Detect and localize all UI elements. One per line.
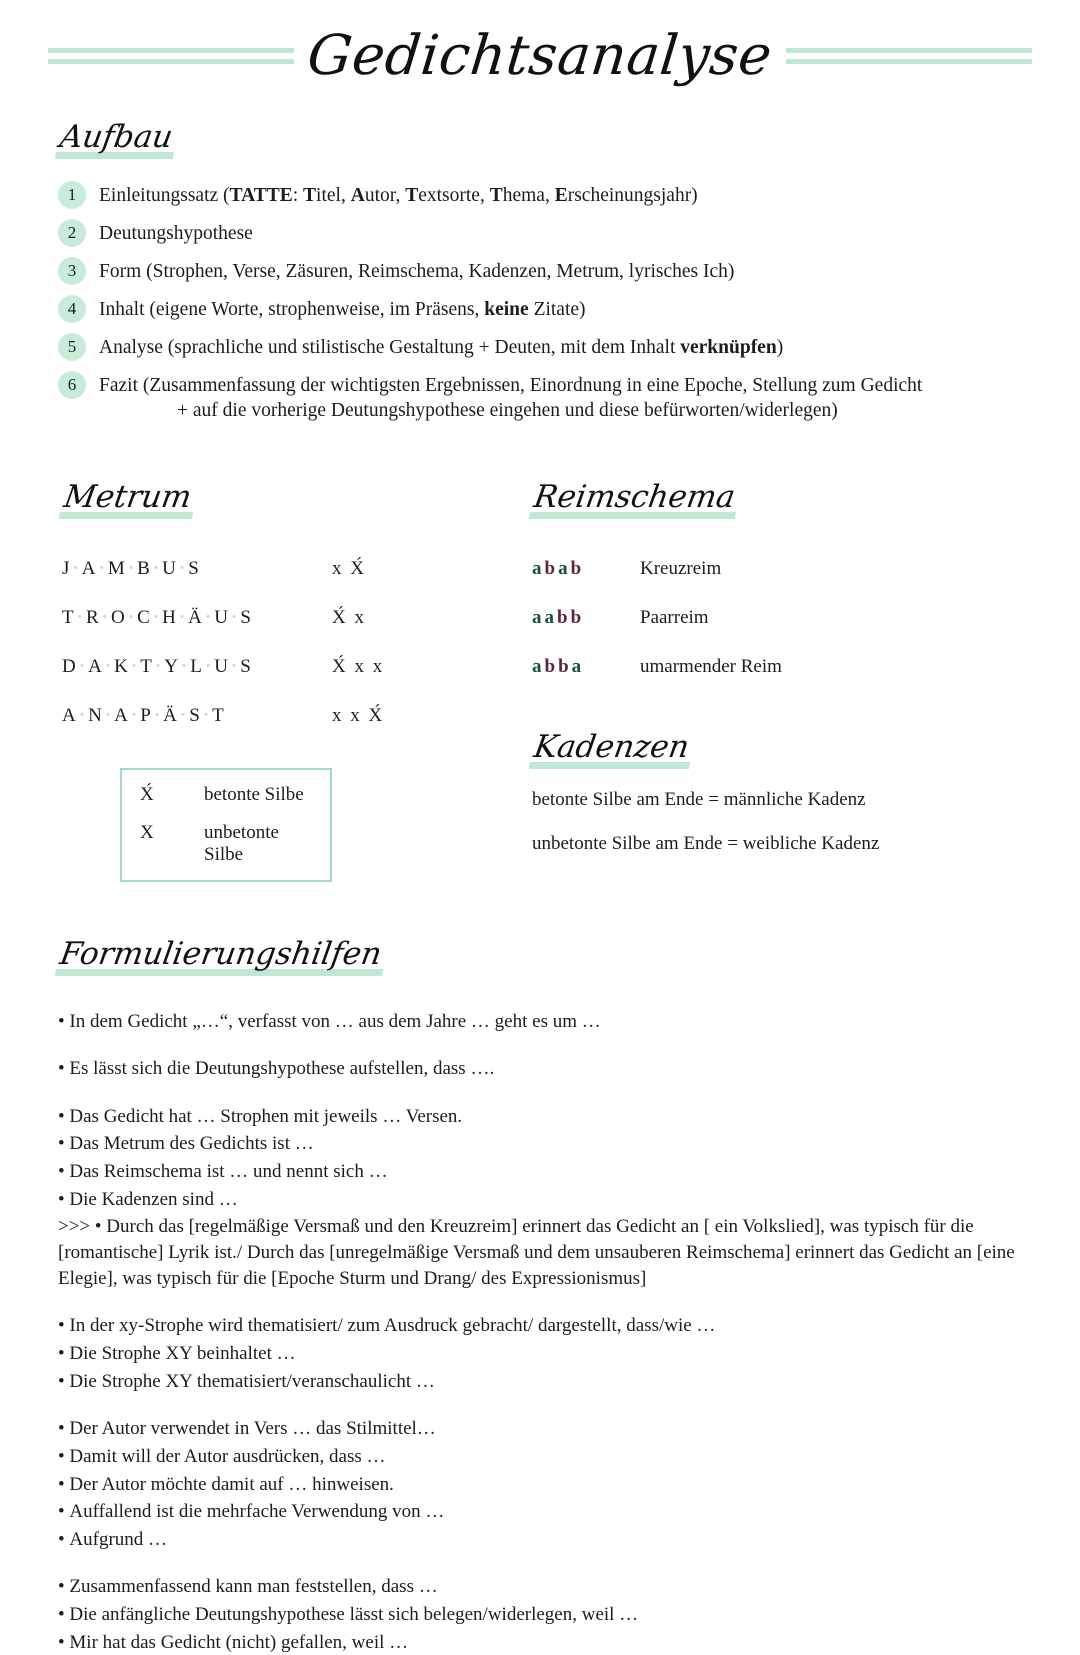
formulierungshilfen-group bbox=[58, 1574, 1080, 1655]
formulierungshilfen-group bbox=[58, 1056, 1080, 1082]
formulierungshilfen-groups bbox=[58, 1009, 1080, 1655]
formulierungshilfen-bullet: • In dem Gedicht „…“, verfasst von … aus dem Jahre … geht es um … bbox=[58, 1009, 1062, 1035]
metrum-legend-box bbox=[120, 768, 332, 882]
metrum-name-letter: A bbox=[81, 558, 96, 579]
metrum-name-letter: Ä bbox=[188, 607, 202, 628]
formulierungshilfen-bullet: • Das Gedicht hat … Strophen mit jeweils … Versen. bbox=[58, 1104, 1062, 1130]
aufbau-item bbox=[58, 184, 1080, 209]
metrum-separator-dot: · bbox=[153, 705, 161, 726]
aufbau-item-text bbox=[99, 184, 698, 209]
metrum-separator-dot: · bbox=[104, 656, 112, 677]
formulierungshilfen-group bbox=[58, 1104, 1080, 1291]
metrum-row bbox=[62, 607, 384, 656]
reimschema-code-letter: a bbox=[532, 558, 545, 579]
metrum-name-letter: S bbox=[240, 607, 251, 628]
aufbau-number-badge: 1 bbox=[58, 181, 86, 209]
metrum-column bbox=[62, 481, 532, 882]
aufbau-text-fragment: Deutungshypothese bbox=[99, 222, 253, 244]
metrum-row bbox=[62, 558, 384, 607]
metrum-legend-symbol: X́ bbox=[140, 784, 154, 805]
reimschema-label: umarmender Reim bbox=[640, 656, 782, 677]
metrum-name-letter: B bbox=[137, 558, 150, 579]
reimschema-code-letter: a bbox=[532, 607, 545, 628]
metrum-name-letter: A bbox=[62, 705, 76, 726]
formulierungshilfen-bullet: • Das Metrum des Gedichts ist … bbox=[58, 1131, 1062, 1157]
metrum-name bbox=[62, 705, 332, 754]
metrum-reim-columns bbox=[0, 481, 1080, 882]
aufbau-text-fragment: ) bbox=[776, 336, 784, 358]
aufbau-bold-fragment: keine bbox=[484, 298, 529, 320]
formulierungshilfen-bullet: • Der Autor möchte damit auf … hinweisen. bbox=[58, 1472, 1062, 1498]
metrum-name-letter: A bbox=[88, 656, 102, 677]
metrum-name-letter: Ä bbox=[163, 705, 177, 726]
metrum-separator-dot: · bbox=[78, 705, 86, 726]
aufbau-bold-fragment: verknüpfen bbox=[680, 336, 777, 358]
aufbau-item bbox=[58, 260, 1080, 285]
aufbau-text-fragment: Einleitungssatz ( bbox=[99, 184, 230, 206]
metrum-separator-dot: · bbox=[202, 705, 210, 726]
metrum-name-letter: K bbox=[114, 656, 128, 677]
formulierungshilfen-heading: Formulierungshilfen bbox=[55, 938, 388, 975]
metrum-separator-dot: · bbox=[154, 656, 162, 677]
aufbau-number-badge: 4 bbox=[58, 295, 86, 323]
aufbau-item-text bbox=[99, 260, 734, 285]
formulierungshilfen-heading-wrap bbox=[58, 938, 1080, 975]
formulierungshilfen-bullet: • Das Reimschema ist … und nennt sich … bbox=[58, 1159, 1062, 1185]
metrum-pattern: x X́ bbox=[332, 558, 366, 579]
metrum-name-letter: T bbox=[62, 607, 74, 628]
metrum-name-letter: T bbox=[212, 705, 224, 726]
aufbau-list bbox=[58, 184, 1080, 424]
metrum-separator-dot: · bbox=[204, 656, 212, 677]
aufbau-number-badge: 5 bbox=[58, 333, 86, 361]
aufbau-text-fragment: Form (Strophen, Verse, Zäsuren, Reimschema, Kadenzen, Metrum, lyrisches Ich) bbox=[99, 260, 735, 282]
metrum-separator-dot: · bbox=[104, 705, 112, 726]
metrum-name bbox=[62, 656, 332, 705]
aufbau-text-fragment: Fazit (Zusammenfassung der wichtigsten Ergebnissen, Einordnung in eine Epoche, Stellung zum Gedicht bbox=[99, 374, 923, 396]
metrum-heading: Metrum bbox=[59, 481, 198, 518]
metrum-legend-label: betonte Silbe bbox=[204, 784, 304, 805]
metrum-separator-dot: · bbox=[179, 705, 187, 726]
aufbau-text-fragment: extsorte, bbox=[418, 184, 490, 206]
aufbau-heading-wrap bbox=[58, 121, 1080, 158]
kadenzen-section bbox=[532, 731, 1032, 857]
kadenzen-line: unbetonte Silbe am Ende = weibliche Kadenz bbox=[532, 833, 880, 855]
aufbau-text-fragment: : bbox=[292, 184, 304, 206]
reimschema-code-letter: b bbox=[544, 558, 559, 579]
metrum-separator-dot: · bbox=[130, 656, 138, 677]
metrum-name-letter: P bbox=[140, 705, 151, 726]
reimschema-row bbox=[532, 656, 782, 705]
metrum-name-letter: Y bbox=[164, 656, 178, 677]
aufbau-number-badge: 6 bbox=[58, 371, 86, 399]
metrum-name-letter: H bbox=[162, 607, 176, 628]
aufbau-item bbox=[58, 222, 1080, 247]
aufbau-heading: Aufbau bbox=[55, 121, 179, 158]
metrum-separator-dot: · bbox=[178, 607, 186, 628]
metrum-legend-row bbox=[140, 822, 314, 866]
formulierungshilfen-section bbox=[58, 938, 1080, 1655]
formulierungshilfen-bullet: • Die Kadenzen sind … bbox=[58, 1187, 1062, 1213]
kadenzen-heading-wrap bbox=[532, 731, 1032, 768]
reimschema-code bbox=[532, 656, 640, 705]
metrum-legend-label: unbetonte Silbe bbox=[204, 822, 279, 865]
metrum-row bbox=[62, 656, 384, 705]
aufbau-text-fragment: Analyse (sprachliche und stilistische Gestaltung + Deuten, mit dem Inhalt bbox=[99, 336, 681, 358]
aufbau-bold-fragment: T bbox=[303, 184, 317, 206]
metrum-pattern: x x X́ bbox=[332, 705, 385, 726]
aufbau-bold-fragment: TATTE bbox=[229, 184, 293, 206]
metrum-name bbox=[62, 558, 332, 607]
metrum-section bbox=[62, 481, 532, 882]
formulierungshilfen-bullet: • Damit will der Autor ausdrücken, dass … bbox=[58, 1444, 1062, 1470]
aufbau-number-badge: 2 bbox=[58, 219, 86, 247]
reimschema-section bbox=[532, 481, 1032, 705]
page-title: Gedichtsanalyse bbox=[304, 23, 776, 87]
metrum-separator-dot: · bbox=[78, 656, 86, 677]
aufbau-item bbox=[58, 336, 1080, 361]
aufbau-item-text bbox=[99, 222, 253, 247]
formulierungshilfen-group bbox=[58, 1416, 1080, 1552]
metrum-separator-dot: · bbox=[152, 558, 160, 579]
reimschema-code-letter: b bbox=[557, 607, 571, 628]
metrum-name-letter: M bbox=[107, 558, 125, 579]
aufbau-section bbox=[58, 121, 1080, 423]
reimschema-code-letter: b bbox=[558, 656, 572, 677]
aufbau-text-fragment: hema, bbox=[502, 184, 555, 206]
kadenzen-lines bbox=[532, 788, 1032, 857]
metrum-name-letter: D bbox=[62, 656, 76, 677]
formulierungshilfen-group bbox=[58, 1009, 1080, 1035]
formulierungshilfen-bullet: • Die Strophe XY beinhaltet … bbox=[58, 1341, 1062, 1367]
metrum-name-letter: C bbox=[137, 607, 150, 628]
aufbau-item-text bbox=[99, 336, 783, 361]
aufbau-text-fragment: itel, bbox=[316, 184, 351, 206]
metrum-name-letter: U bbox=[214, 656, 228, 677]
formulierungshilfen-bullet: • Mir hat das Gedicht (nicht) gefallen, weil … bbox=[58, 1630, 1062, 1655]
metrum-name-letter: U bbox=[162, 558, 176, 579]
aufbau-text-fragment: utor, bbox=[364, 184, 406, 206]
metrum-separator-dot: · bbox=[130, 705, 138, 726]
document-title-row bbox=[0, 23, 1080, 87]
reimschema-row bbox=[532, 607, 782, 656]
formulierungshilfen-bullet: • Die Strophe XY thematisiert/veranschaulicht … bbox=[58, 1369, 1062, 1395]
aufbau-item-text bbox=[99, 298, 586, 323]
formulierungshilfen-bullet: • Aufgrund … bbox=[58, 1527, 1062, 1553]
metrum-separator-dot: · bbox=[72, 558, 79, 579]
aufbau-item-subline: + auf die vorherige Deutungshypothese eingehen und diese befürworten/widerlegen) bbox=[177, 399, 838, 421]
aufbau-item bbox=[58, 374, 1080, 424]
metrum-separator-dot: · bbox=[204, 607, 212, 628]
metrum-name-letter: U bbox=[214, 607, 228, 628]
aufbau-bold-fragment: T bbox=[489, 184, 503, 206]
metrum-legend-row bbox=[140, 784, 314, 806]
title-rule-left bbox=[48, 48, 294, 64]
metrum-pattern: X́ x bbox=[332, 607, 366, 628]
metrum-name bbox=[62, 607, 332, 656]
kadenzen-heading: Kadenzen bbox=[529, 731, 695, 768]
metrum-name-letter: N bbox=[88, 705, 102, 726]
aufbau-text-fragment: Inhalt (eigene Worte, strophenweise, im Präsens, bbox=[99, 298, 485, 320]
reimschema-code-letter: b bbox=[544, 656, 559, 677]
metrum-separator-dot: · bbox=[101, 607, 108, 628]
metrum-name-letter: T bbox=[140, 656, 152, 677]
metrum-legend-symbol: X bbox=[140, 822, 154, 843]
aufbau-bold-fragment: E bbox=[554, 184, 568, 206]
reimschema-table bbox=[532, 558, 782, 705]
metrum-name-letter: S bbox=[189, 705, 200, 726]
metrum-pattern: X́ x x bbox=[332, 656, 385, 677]
metrum-name-letter: L bbox=[190, 656, 202, 677]
formulierungshilfen-bullet: • Die anfängliche Deutungshypothese lässt sich belegen/widerlegen, weil … bbox=[58, 1602, 1062, 1628]
metrum-separator-dot: · bbox=[98, 558, 105, 579]
metrum-separator-dot: · bbox=[76, 607, 83, 628]
aufbau-item-text bbox=[99, 374, 922, 424]
formulierungshilfen-bullet: • Zusammenfassend kann man feststellen, dass … bbox=[58, 1574, 1062, 1600]
reimschema-code bbox=[532, 607, 640, 656]
formulierungshilfen-bullet: • Auffallend ist die mehrfache Verwendung von … bbox=[58, 1499, 1062, 1525]
metrum-separator-dot: · bbox=[127, 607, 135, 628]
metrum-name-letter: J bbox=[62, 558, 70, 579]
reimschema-code-letter: a bbox=[544, 607, 557, 628]
title-rule-right bbox=[786, 48, 1032, 64]
aufbau-text-fragment: rscheinungsjahr) bbox=[567, 184, 698, 206]
formulierungshilfen-note: >>> • Durch das [regelmäßige Versmaß und den Kreuzreim] erinnert das Gedicht an [ ein Volkslied], was typisch für die [romantische] Lyrik ist./ Durch das [unregelmäßige Versmaß und dem unsauberen Reimschema] erinnert das Gedicht an [eine Elegie], was typisch für die [Epoche Sturm und Drang/ des Expressionismus] bbox=[58, 1216, 1015, 1289]
aufbau-text-fragment: Zitate) bbox=[528, 298, 586, 320]
metrum-separator-dot: · bbox=[178, 558, 186, 579]
metrum-separator-dot: · bbox=[152, 607, 160, 628]
reimschema-label: Kreuzreim bbox=[640, 558, 722, 579]
formulierungshilfen-bullet: • Der Autor verwendet in Vers … das Stilmittel… bbox=[58, 1416, 1062, 1442]
metrum-name-letter: A bbox=[114, 705, 128, 726]
reimschema-code-letter: a bbox=[571, 656, 585, 677]
aufbau-bold-fragment: T bbox=[405, 184, 419, 206]
reimschema-row bbox=[532, 558, 782, 607]
metrum-separator-dot: · bbox=[230, 656, 238, 677]
formulierungshilfen-bullet: • In der xy-Strophe wird thematisiert/ zum Ausdruck gebracht/ dargestellt, dass/wie … bbox=[58, 1313, 1062, 1339]
kadenzen-line: betonte Silbe am Ende = männliche Kadenz bbox=[532, 788, 866, 810]
reimschema-heading: Reimschema bbox=[529, 481, 741, 518]
notes-page bbox=[0, 23, 1080, 1653]
reimschema-code-letter: b bbox=[570, 607, 585, 628]
reimschema-code-letter: a bbox=[532, 656, 545, 677]
reimschema-code-letter: a bbox=[558, 558, 571, 579]
metrum-name-letter: R bbox=[85, 607, 99, 628]
aufbau-item bbox=[58, 298, 1080, 323]
reimschema-column bbox=[532, 481, 1032, 856]
metrum-separator-dot: · bbox=[127, 558, 135, 579]
formulierungshilfen-bullet: • Es lässt sich die Deutungshypothese aufstellen, dass …. bbox=[58, 1056, 1062, 1082]
reimschema-heading-wrap bbox=[532, 481, 1032, 518]
metrum-name-letter: O bbox=[110, 607, 125, 628]
reimschema-code bbox=[532, 558, 640, 607]
reimschema-code-letter: b bbox=[570, 558, 585, 579]
metrum-heading-wrap bbox=[62, 481, 532, 518]
aufbau-bold-fragment: A bbox=[350, 184, 365, 206]
aufbau-number-badge: 3 bbox=[58, 257, 86, 285]
formulierungshilfen-group bbox=[58, 1313, 1080, 1394]
metrum-table bbox=[62, 558, 384, 754]
reimschema-label: Paarreim bbox=[640, 607, 709, 628]
metrum-separator-dot: · bbox=[230, 607, 238, 628]
metrum-name-letter: S bbox=[240, 656, 251, 677]
metrum-name-letter: S bbox=[188, 558, 199, 579]
metrum-row bbox=[62, 705, 384, 754]
metrum-separator-dot: · bbox=[180, 656, 188, 677]
